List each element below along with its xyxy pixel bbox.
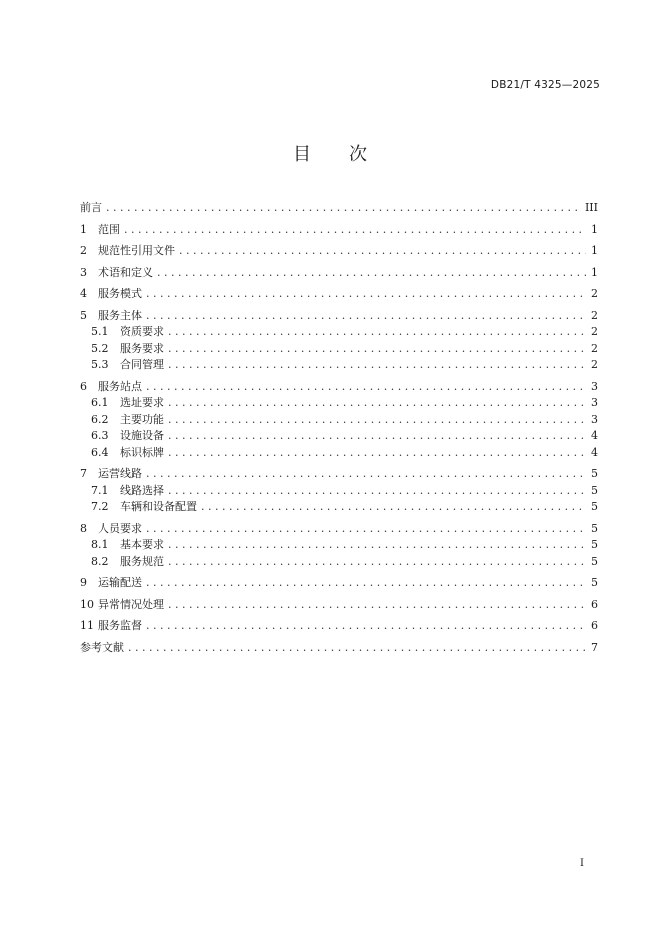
toc-entry-title: 设施设备 [120,429,164,442]
dot-leader [124,222,586,239]
dot-leader [146,466,586,483]
toc-title-char-1: 目 [293,144,313,165]
dot-leader [146,521,586,538]
toc-entry-number: 6.3 [91,429,109,442]
toc-entry-number: 6.4 [91,445,109,459]
toc-entry-page: 7 [591,640,598,654]
toc-entry[interactable] [80,597,598,614]
toc-entry-title: 线路选择 [120,483,164,497]
toc-entry-number: 8 [80,521,87,535]
toc-entry-title: 基本要求 [120,538,164,551]
toc-title [0,140,662,166]
toc-entry-title: 前言 [80,201,102,214]
toc-entry-title: 资质要求 [120,325,164,338]
toc-entry-number: 8.2 [91,554,109,568]
toc-entry-page: 5 [591,467,598,480]
toc-entry-page: 4 [591,429,598,442]
toc-entry[interactable] [80,466,598,483]
toc-entry[interactable] [80,286,598,303]
toc-entry-title: 服务主体 [98,308,142,322]
dot-leader [106,200,581,217]
toc-entry-page: 2 [591,358,598,371]
toc-entry-title: 参考文献 [80,640,124,654]
toc-entry[interactable] [80,308,598,325]
toc-entry-page: 4 [591,445,598,459]
toc-entry-page: 3 [591,379,598,393]
toc-entry-page: 5 [591,521,598,535]
toc-entry-number: 6 [80,379,87,393]
toc-entry-title: 运营线路 [98,467,142,480]
toc-entry[interactable] [80,379,598,396]
document-code: DB21/T 4325—2025 [490,79,600,91]
toc-subentry[interactable] [80,357,598,374]
toc-entry-page: 3 [591,396,598,409]
toc-entry-page: 5 [591,538,598,551]
toc-entry-page: 5 [591,483,598,497]
toc-entry-title: 主要功能 [120,412,164,426]
toc-entry-title: 合同管理 [120,358,164,371]
table-of-contents [80,200,598,656]
toc-subentry[interactable] [80,554,598,571]
dot-leader [179,243,586,260]
toc-subentry[interactable] [80,445,598,462]
toc-entry-page: 2 [591,308,598,322]
dot-leader [146,286,586,303]
dot-leader [168,537,586,554]
toc-entry-title: 服务站点 [98,379,142,393]
toc-entry[interactable] [80,575,598,592]
toc-entry-page: 3 [591,412,598,426]
toc-entry-title: 服务模式 [98,287,142,300]
toc-entry-page: 1 [591,222,598,236]
toc-entry-number: 5.2 [91,341,109,355]
toc-entry-page: 6 [591,619,598,632]
toc-entry[interactable] [80,640,598,657]
toc-entry-title: 人员要求 [98,521,142,535]
dot-leader [128,640,586,657]
dot-leader [168,428,586,445]
toc-entry-number: 9 [80,576,87,589]
dot-leader [146,379,586,396]
dot-leader [157,265,586,282]
dot-leader [168,357,586,374]
toc-entry-page: III [584,201,598,214]
toc-entry-number: 7.2 [91,500,109,513]
toc-entry-page: 5 [591,576,598,589]
toc-entry-page: 2 [591,287,598,300]
toc-entry-number: 2 [80,244,87,257]
dot-leader [146,575,586,592]
toc-subentry[interactable] [80,395,598,412]
toc-entry-number: 3 [80,265,87,279]
toc-subentry[interactable] [80,412,598,429]
toc-entry-number: 6.1 [91,396,109,409]
toc-entry-page: 5 [591,500,598,513]
dot-leader [168,324,586,341]
toc-entry-number: 6.2 [91,412,109,426]
dot-leader [146,308,586,325]
toc-entry-number: 1 [80,222,87,236]
dot-leader [168,395,586,412]
toc-subentry[interactable] [80,324,598,341]
toc-entry-title: 术语和定义 [98,265,153,279]
toc-entry-number: 8.1 [91,538,109,551]
dot-leader [168,412,586,429]
toc-entry-page: 5 [591,554,598,568]
toc-entry-number: 11 [80,619,94,632]
toc-entry[interactable] [80,521,598,538]
dot-leader [168,483,586,500]
toc-entry[interactable] [80,243,598,260]
toc-subentry[interactable] [80,428,598,445]
toc-entry-page: 2 [591,325,598,338]
toc-entry-title: 服务要求 [120,341,164,355]
toc-entry-title: 选址要求 [120,396,164,409]
toc-entry-number: 7.1 [91,483,109,497]
toc-entry-number: 10 [80,597,94,611]
toc-entry-page: 1 [591,244,598,257]
toc-subentry[interactable] [80,499,598,516]
page-number: I [580,858,584,869]
toc-subentry[interactable] [80,483,598,500]
toc-entry-number: 5 [80,308,87,322]
toc-entry[interactable] [80,265,598,282]
toc-entry-page: 2 [591,341,598,355]
dot-leader [168,445,586,462]
toc-entry-title: 异常情况处理 [98,597,164,611]
toc-entry[interactable] [80,618,598,635]
dot-leader [201,499,586,516]
toc-subentry[interactable] [80,537,598,554]
toc-entry-number: 5.1 [91,325,109,338]
toc-entry-title: 标识标牌 [120,445,164,459]
toc-entry-number: 7 [80,467,87,480]
toc-entry[interactable] [80,222,598,239]
toc-title-char-2: 次 [349,144,369,165]
toc-entry[interactable] [80,200,598,217]
toc-entry-title: 服务规范 [120,554,164,568]
toc-subentry[interactable] [80,341,598,358]
toc-entry-number: 4 [80,287,87,300]
dot-leader [168,554,586,571]
dot-leader [168,341,586,358]
toc-entry-title: 服务监督 [98,619,142,632]
toc-entry-number: 5.3 [91,358,109,371]
toc-entry-title: 范围 [98,222,120,236]
toc-entry-page: 6 [591,597,598,611]
toc-entry-title: 规范性引用文件 [98,244,175,257]
dot-leader [168,597,586,614]
toc-entry-title: 运输配送 [98,576,142,589]
toc-entry-page: 1 [591,265,598,279]
dot-leader [146,618,586,635]
toc-entry-title: 车辆和设备配置 [120,500,197,513]
